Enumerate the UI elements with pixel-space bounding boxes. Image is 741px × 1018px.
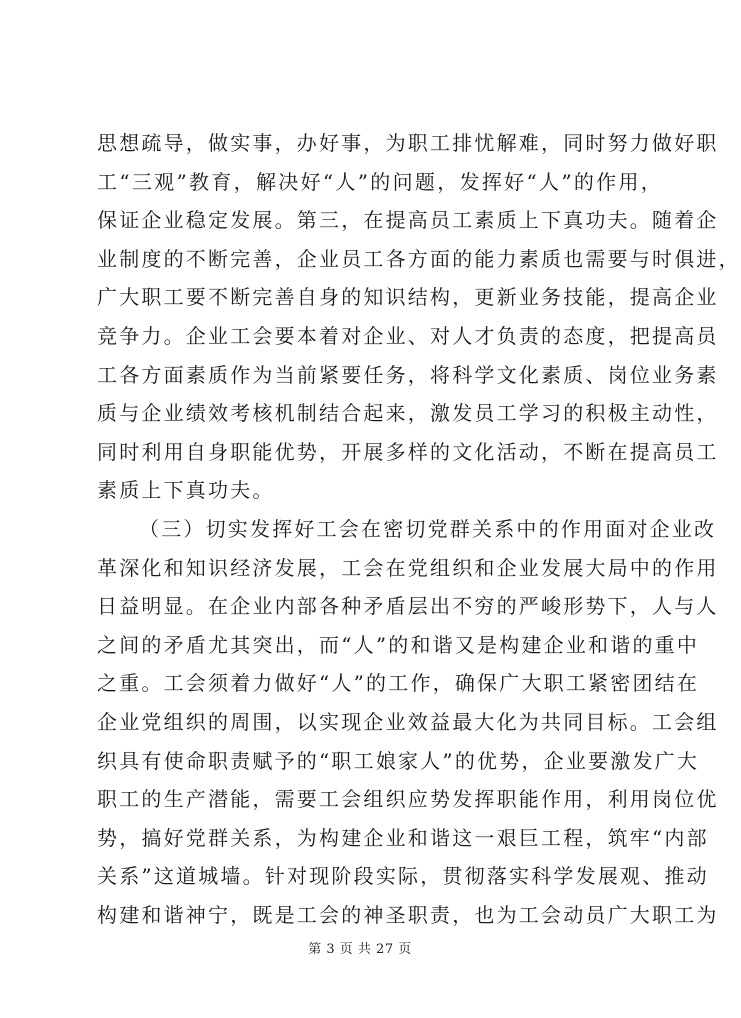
text-line: 广大职工要不断完善自身的知识结构，更新业务技能，提高企业 [97, 285, 719, 310]
text-line: 保证企业稳定发展。第三，在提高员工素质上下真功夫。随着企 [97, 208, 719, 233]
page-number-footer: 第 3 页 共 27 页 [308, 942, 412, 957]
text-line: 日益明显。在企业内部各种矛盾层出不穷的严峻形势下，人与人 [97, 594, 719, 619]
text-line: 之间的矛盾尤其突出，而“人”的和谐又是构建企业和谐的重中 [97, 632, 700, 657]
text-line: 之重。工会须着力做好“人”的工作，确保广大职工紧密团结在 [97, 671, 700, 696]
text-line: 业制度的不断完善，企业员工各方面的能力素质也需要与时俱进， [97, 246, 741, 271]
text-line: 工“三观”教育，解决好“人”的问题，发挥好“人”的作用， [97, 169, 663, 194]
text-line: 同时利用自身职能优势，开展多样的文化活动，不断在提高员工 [97, 439, 719, 464]
text-line: 工各方面素质作为当前紧要任务，将科学文化素质、岗位业务素 [97, 362, 719, 387]
text-line: 职工的生产潜能，需要工会组织应势发挥职能作用，利用岗位优 [97, 787, 719, 812]
text-line: 思想疏导，做实事，办好事，为职工排忧解难，同时努力做好职 [97, 131, 719, 155]
paragraph-end-line: 素质上下真功夫。 [97, 478, 275, 503]
text-line: 企业党组织的周围，以实现企业效益最大化为共同目标。工会组 [97, 709, 719, 734]
text-line: 构建和谐神宁，既是工会的神圣职责，也为工会动员广大职工为 [97, 902, 719, 927]
section-heading-line: （三）切实发挥好工会在密切党群关系中的作用面对企业改 [139, 516, 717, 541]
body-text [97, 124, 741, 934]
text-line: 势，搞好党群关系，为构建企业和谐这一艰巨工程，筑牢“内部 [97, 825, 709, 850]
text-line: 织具有使命职责赋予的“职工娘家人”的优势，企业要激发广大 [97, 748, 700, 773]
text-line: 质与企业绩效考核机制结合起来，激发员工学习的积极主动性， [97, 401, 719, 426]
text-line: 竞争力。企业工会要本着对企业、对人才负责的态度，把提高员 [97, 323, 719, 348]
text-line: 革深化和知识经济发展，工会在党组织和企业发展大局中的作用 [97, 555, 719, 580]
text-line: 关系”这道城墙。针对现阶段实际，贯彻落实科学发展观、推动 [97, 864, 709, 889]
